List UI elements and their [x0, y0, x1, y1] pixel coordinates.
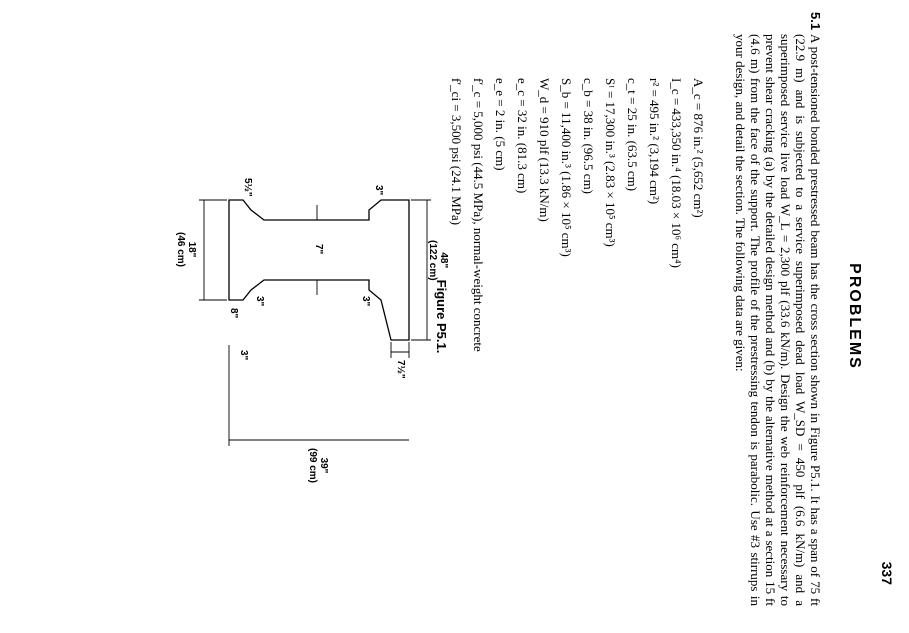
dim-top-width: 48" (122 cm)	[427, 240, 449, 281]
given-item: f′_c = 5,000 psi (44.5 MPa), normal-weight concrete	[471, 78, 486, 352]
dim-total-depth: 39" (99 cm)	[307, 448, 329, 484]
figure-p5-1	[9, 0, 489, 633]
problem-statement	[733, 12, 823, 606]
dim-bottom-width: 18" (46 cm)	[175, 232, 197, 268]
dim-right-haunch: 3"	[238, 350, 249, 361]
problem-number: 5.1	[808, 12, 823, 31]
given-item: I_c = 433,350 in.⁴ (18.03 × 10⁶ cm⁴)	[669, 78, 684, 269]
dim-web-top-haunch: 3"	[360, 296, 371, 307]
given-item: e_c = 32 in. (81.3 cm)	[515, 78, 530, 194]
problem-text: A post-tensioned bonded prestressed beam has the cross section shown in Figure P5.1. It has a span of 75 ft (22.9 m) and is subjected to a service superimposed dead load W_SD = 450 plf (6.6 kN/m) and a superimposed service live load W_L = 2,300 plf (33.6 kN/m). Design the web reinforcement necessary to prevent shear cracking (a) by the detailed design method and (b) by the alternative method at a section 15 ft (4.6 m) from the face of the support. The profile of the prestressing tendon is parabolic. Use #3 stirrups in your design, and detail the section. The following data are given:	[733, 34, 823, 606]
beam-cross-section-diagram	[9, 0, 489, 633]
dim-flange-haunch: 3"	[373, 185, 384, 196]
given-item: W_d = 910 plf (13.3 kN/m)	[537, 78, 552, 222]
beam-outline	[229, 200, 409, 340]
dim-web-width: 7"	[313, 244, 324, 255]
section-heading: PROBLEMS	[846, 263, 863, 370]
given-item: f′_ci = 3,500 psi (24.1 MPa)	[449, 78, 464, 226]
given-item: A_c = 876 in.² (5,652 cm²)	[691, 78, 706, 218]
given-item: e_e = 2 in. (5 cm)	[493, 78, 508, 171]
page-number: 337	[879, 561, 895, 585]
given-item: r² = 495 in.² (3,194 cm²)	[647, 78, 662, 205]
figure-caption: Figure P5.1.	[434, 279, 449, 354]
given-item: S_b = 11,400 in.³ (1.86 × 10⁵ cm³)	[559, 78, 574, 257]
dim-bottom-taper: 5½"	[242, 178, 253, 197]
dim-web-bottom-haunch: 3"	[254, 296, 265, 307]
dim-flange-thickness: 7½"	[395, 360, 406, 379]
given-item: Sᵗ = 17,300 in.³ (2.83 × 10⁵ cm³)	[603, 78, 618, 247]
dim-bottom-flange-depth: 8"	[228, 308, 239, 319]
given-item: c_b = 38 in. (96.5 cm)	[581, 78, 596, 195]
given-item: c_t = 25 in. (63.5 cm)	[625, 78, 640, 192]
